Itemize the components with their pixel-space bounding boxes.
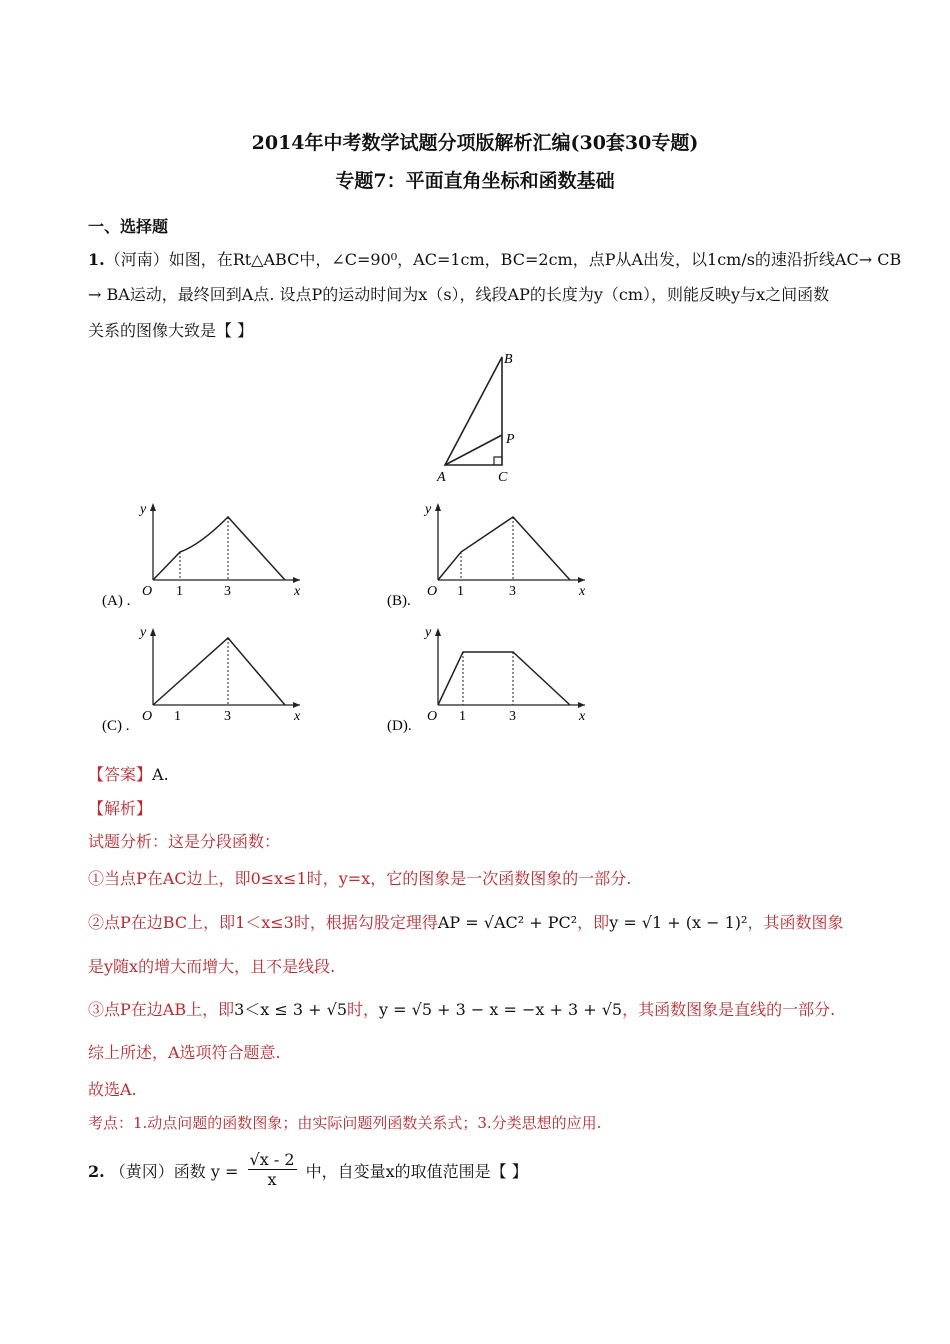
answer-tag: 【答案】 xyxy=(88,765,153,784)
svg-text:3: 3 xyxy=(509,709,516,724)
section-heading: 一、选择题 xyxy=(88,217,169,236)
triangle-figure xyxy=(420,345,540,485)
svg-text:y: y xyxy=(425,625,432,640)
graph-d-label: (D). xyxy=(387,718,412,734)
formula-ap: AP = √AC² + PC² xyxy=(437,913,578,932)
svg-text:x: x xyxy=(579,584,586,599)
formula-y: y = √1 + (x − 1)² xyxy=(609,913,748,932)
answer-value: A. xyxy=(152,765,169,784)
svg-text:x: x xyxy=(294,584,301,599)
svg-text:y: y xyxy=(140,625,147,640)
svg-text:3: 3 xyxy=(224,709,231,724)
svg-text:O: O xyxy=(142,709,153,724)
graph-a xyxy=(100,495,315,615)
svg-text:x: x xyxy=(294,709,301,724)
analysis-line-2: ①当点P在AC边上，即0≤x≤1时，y=x，它的图象是一次函数图象的一部分. xyxy=(88,869,632,888)
q1-line2: → BA运动，最终回到A点. 设点P的运动时间为x（s），线段AP的长度为y（cm），则能反映y与x之间函数 xyxy=(88,285,830,304)
analysis-tag: 【解析】 xyxy=(88,799,153,818)
label-B: B xyxy=(504,352,513,367)
svg-text:1: 1 xyxy=(457,584,464,599)
svg-text:O: O xyxy=(427,709,438,724)
q2-fraction: $\frac{√x - 2}{x}$ xyxy=(249,1150,295,1189)
answer-line xyxy=(88,762,169,785)
q1-number: 1. xyxy=(88,250,105,269)
analysis-line-7: 故选A. xyxy=(88,1080,137,1099)
formula-y2: y = √5 + 3 − x = −x + 3 + √5 xyxy=(379,1000,623,1019)
label-P: P xyxy=(506,432,515,447)
graph-a-label: (A) . xyxy=(102,593,131,609)
q2-line: 2. （黄冈）函数 y = $\frac{√x - 2}{x}$ 中，自变量x的取值范围是【 】 xyxy=(88,1150,528,1189)
svg-text:O: O xyxy=(142,584,153,599)
document-subtitle: 专题7：平面直角坐标和函数基础 xyxy=(335,170,615,192)
svg-text:1: 1 xyxy=(176,584,183,599)
formula-range: 3＜x ≤ 3 + √5 xyxy=(234,1000,348,1019)
graph-c-label: (C) . xyxy=(102,718,130,734)
document-title: 2014年中考数学试题分项版解析汇编(30套30专题) xyxy=(251,132,699,154)
analysis-line-5: ③点P在边AB上，即3＜x ≤ 3 + √5时，y = √5 + 3 − x = −x + 3 + √5，其函数图象是直线的一部分. xyxy=(88,1000,836,1019)
svg-text:y: y xyxy=(425,502,432,517)
svg-text:3: 3 xyxy=(509,584,516,599)
analysis-line-1: 试题分析：这是分段函数： xyxy=(88,832,281,851)
graph-c xyxy=(100,620,315,740)
analysis-line-6: 综上所述，A选项符合题意. xyxy=(88,1043,281,1062)
svg-text:1: 1 xyxy=(459,709,466,724)
q1-text-1: （河南）如图，在Rt△ABC中，∠C=90⁰，AC=1cm，BC=2cm，点P从A出发，以1cm/s的速沿折线AC→ CB xyxy=(104,250,902,269)
svg-text:3: 3 xyxy=(224,584,231,599)
q2-number: 2. xyxy=(88,1162,105,1181)
svg-text:y: y xyxy=(140,502,147,517)
analysis-line-3: ②点P在边BC上，即1＜x≤3时，根据勾股定理得AP = √AC² + PC²，即y = √1 + (x − 1)²，其函数图象 xyxy=(88,913,844,932)
analysis-line-4: 是y随x的增大而增大，且不是线段. xyxy=(88,957,336,976)
svg-text:O: O xyxy=(427,584,438,599)
key-points: 考点：1.动点问题的函数图象；由实际问题列函数关系式；3.分类思想的应用. xyxy=(88,1114,602,1132)
label-C: C xyxy=(498,470,508,485)
svg-text:x: x xyxy=(579,709,586,724)
graph-d xyxy=(385,620,600,740)
svg-text:1: 1 xyxy=(174,709,181,724)
graph-b xyxy=(385,495,600,615)
graph-b-label: (B). xyxy=(387,593,411,609)
q1-line3: 关系的图像大致是【 】 xyxy=(88,321,254,340)
q1-line1 xyxy=(88,247,901,270)
label-A: A xyxy=(437,470,446,485)
